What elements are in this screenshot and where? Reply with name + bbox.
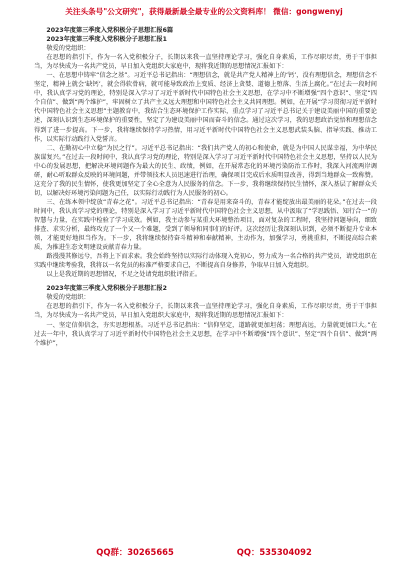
qq-group-text: QQ群：30265665 — [96, 547, 174, 557]
report-2-greeting: 敬爱的党组织： — [46, 294, 90, 302]
report-1-title: 2023年度第三季度入党积极分子思想汇报1 — [46, 36, 167, 44]
qq-contact-text: QQ：535304092 — [236, 547, 312, 557]
report-1-paragraph: 一、在思想中铸牢“信念之基”。习近平总书记指出：“理想信念，就是共产党人精神上的‘钙’，没有理想信念，理想信念不坚定，精神上就会‘缺钙’，就会得软骨病，就可能导致政治上变质、经济上贪婪、道德上堕落、生活上腐化。”在过去一段时间中，我认真学习党的理论，特别是深入学习了习近平新时代中国特色社会主义思想，在学习中不断增强“四个意识”、坚定“四个自信”、做到“两个维护”，牢固树立了共产主义远大理想和中国特色社会主义共同理想。例如，在开展“学习贯彻习近平新时代中国特色社会主义思想”主题教育中，我结合生态环境保护工作实际，重点学习了习近平总书记关于建设美丽中国的重要论述，深刻认识到生态环境保护的重要性，坚定了为建设美丽中国而奋斗的信念。通过这次学习，我的思想政治觉悟和理想信念得到了进一步提高。下一步，我将继续保持学习热情，用习近平新时代中国特色社会主义思想武装头脑、指导实践、推动工作，以实际行动践行入党誓言。 — [34, 72, 377, 143]
top-banner: 关注头条号"公文研究"，获得最新最全最专业的公文资料库！ 微信：gongwenyj — [65, 7, 343, 16]
report-1-paragraph: 二、在勤初心中立稳“为民之行”。习近平总书记指出：“我们共产党人的初心和使命，就是为中国人民谋幸福，为中华民族谋复兴。”在过去一段时间中，我认真学习党的理论，特别是深入学习了习近平新时代中国特色社会主义思想，坚持以人民为中心的发展思想，把解决环境问题作为最大的民生、政绩，例如，在开展常态化的环境污染防治工作时，我深入河流两岸调研，耐心听取群众反映的环境问题，并带领技术人员迅速进行治理，确保项目完成后水质明显改善，得到当地群众一致称赞。这充分了我的民生情怀，使我更加坚定了全心全意为人民服务的信念。下一步，我将继续保持民生情怀，深入基层了解群众关切，以解决好环境污染问题为己任，以实际行动践行为人民服务的初心。 — [34, 144, 377, 197]
report-2-paragraph: 在思想的指引下，作为一名入党积极分子，长期以来我一直坚持理论学习，强化自身素质，工作尽职尽责，勇于干事担当，为尽快成为一名共产党员，早日加入党组织大家庭中，现将我近期的思想情况汇报如下： — [34, 303, 377, 320]
footer-contact — [0, 545, 408, 559]
report-1-paragraph: 三、在练本领中绽放“青春之花”。习近平总书记指出：“青春是用来奋斗的，青春才能绽放出最美丽的花朵。”在过去一段时间中，我认真学习党的理论，特别是深入学习了习近平新时代中国特色社会主义思想，从中汲取了“学思践悟、知行合一”的智慧与力量，在实践中检验了学习成效。例如，我主动参与某重大环境整治项目，面对复杂的工程时，我坚持问题导向，细致排查、求实分析，最终攻克了一个又一个难题，受到了领导和同事们的好评。这次经历让我深刻认识到，必须不断提升专业本领，才能更好地担当作为。下一步，我将继续保持奋斗精神和奉献精神，主动作为，加强学习，勇挑重担，不断提高综合素质，为推进生态文明建设贡献青春力量。 — [34, 198, 377, 252]
report-1-paragraph: 在思想的指引下，作为一名入党积极分子，长期以来我一直坚持理论学习，强化自身素质，工作尽职尽责，勇于干事担当，为尽快成为一名共产党员，早日加入党组织大家庭中，现将我近期的思想情况汇报如下： — [34, 54, 377, 71]
document-body — [34, 26, 377, 536]
report-1-paragraph: 路漫漫其修远兮，吾将上下而求索。我会始终坚持以实际行动体现入党初心，努力成为一名合格的共产党员，请党组织在实践中继续考验我，我将以一名党员的标准严格要求自己，不断提高自身修养，争取早日加入党组织。 — [34, 253, 377, 270]
report-2-title: 2023年度第三季度入党积极分子思想汇报2 — [46, 285, 167, 293]
report-1-greeting: 敬爱的党组织： — [46, 45, 90, 53]
report-2-paragraph: 一、坚定信仰信念，夯实思想根基。习近平总书记指出：“信仰坚定，道路就更加坦荡；理想高远，力量就更加巨大。”在过去一年中，我认真学习了习近平新时代中国特色社会主义思想，在学习中不断增强“四个意识”、坚定“四个自信”、做到“两个维护”， — [34, 321, 377, 347]
document-title: 2023年度第三季度入党积极分子思想汇报6篇 — [46, 27, 174, 34]
report-1-paragraph: 以上是我近期的思想情况，不足之处请党组织批评指正。 — [46, 271, 202, 279]
